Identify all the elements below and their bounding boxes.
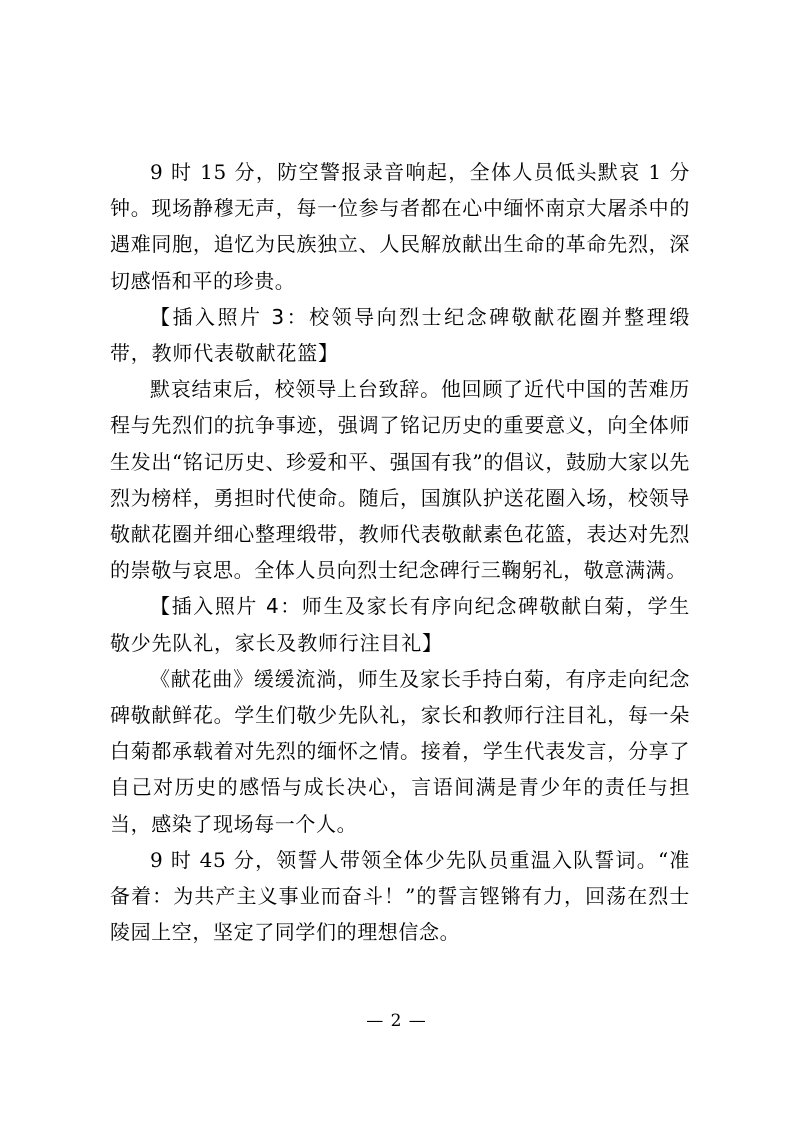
document-body	[110, 154, 690, 950]
paragraph-flower-tribute: 《献花曲》缓缓流淌，师生及家长手持白菊，有序走向纪念碑敬献鲜花。学生们敬少先队礼，家长和教师行注目礼，每一朵白菊都承载着对先烈的缅怀之情。接着，学生代表发言，分享了自己对历史的感悟与成长决心，言语间满是青少年的责任与担当，感染了现场每一个人。	[110, 666, 690, 836]
photo-placeholder-4: 【插入照片 4：师生及家长有序向纪念碑敬献白菊，学生敬少先队礼，家长及教师行注目礼】	[110, 594, 690, 655]
page-number: — 2 —	[366, 1011, 427, 1031]
paragraph-leader-speech: 默哀结束后，校领导上台致辞。他回顾了近代中国的苦难历程与先烈们的抗争事迹，强调了铭记历史的重要意义，向全体师生发出“铭记历史、珍爱和平、强国有我”的倡议，鼓励大家以先烈为榜样，勇担时代使命。随后，国旗队护送花圈入场，校领导敬献花圈并细心整理缎带，教师代表敬献素色花篮，表达对先烈的崇敬与哀思。全体人员向烈士纪念碑行三鞠躬礼，敬意满满。	[110, 377, 690, 583]
paragraph-oath: 9 时 45 分，领誓人带领全体少先队员重温入队誓词。“准备着：为共产主义事业而奋斗！”的誓言铿锵有力，回荡在烈士陵园上空，坚定了同学们的理想信念。	[110, 847, 690, 945]
photo-placeholder-3: 【插入照片 3：校领导向烈士纪念碑敬献花圈并整理缎带，教师代表敬献花篮】	[110, 304, 690, 366]
paragraph-air-raid-silence: 9 时 15 分，防空警报录音响起，全体人员低头默哀 1 分钟。现场静穆无声，每一位参与者都在心中缅怀南京大屠杀中的遇难同胞，追忆为民族独立、人民解放献出生命的革命先烈，深切感悟和平的珍贵。	[110, 160, 690, 293]
